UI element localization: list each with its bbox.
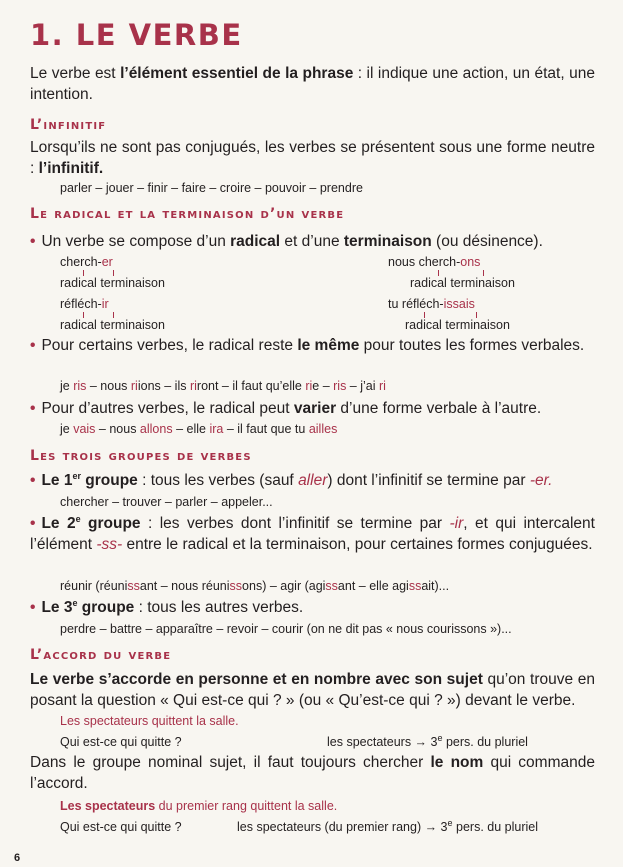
ex-text: ant – elle agi (337, 579, 409, 593)
answer-text: pers. du pluriel (452, 820, 538, 834)
ex-infix: ss (229, 579, 243, 593)
groupe-1-examples: chercher – trouver – parler – appeler... (60, 495, 273, 509)
ex-radical: vais (73, 422, 96, 436)
ex-text: ait)... (421, 579, 450, 593)
answer-sup: e (437, 732, 443, 743)
accord-example-2 (60, 798, 600, 815)
radical-text-2: et d’une (280, 233, 344, 250)
ex-radical: ris (333, 379, 347, 393)
infinitif-text: Lorsqu’ils ne sont pas conjugués, les verbes se présentent sous une forme neutre : (30, 139, 595, 177)
groupe-1 (30, 470, 595, 491)
groupe-label: groupe (80, 472, 138, 489)
decomp-ending: ir (101, 297, 109, 311)
decomp-labels (405, 318, 510, 333)
label-terminaison: terminaison (450, 276, 515, 290)
answer-text: les spectateurs → 3 (327, 735, 438, 749)
decomp-pronoun: nous (388, 255, 419, 269)
infinitif-examples: parler – jouer – finir – faire – croire – pouvoir – prendre (60, 181, 363, 195)
accord-bold: le nom (430, 754, 484, 771)
infinitif-bold: l’infinitif. (38, 160, 104, 177)
groupe-3 (30, 597, 595, 618)
accord-question-1: Qui est-ce qui quitte ? (60, 735, 182, 749)
decomp-stem: réfléch- (401, 297, 444, 311)
label-terminaison: terminaison (445, 318, 510, 332)
radical-text-3: (ou désinence). (431, 233, 543, 250)
label-radical: radical (410, 276, 447, 290)
radical-bullet-3 (30, 398, 595, 419)
terminaison-bold: terminaison (343, 233, 432, 250)
groupe-text: ) dont l’infinitif se termine par (327, 472, 530, 489)
radical-same-bold: le même (297, 337, 360, 354)
page-title: 1. LE VERBE (30, 18, 243, 52)
accord-answer-2 (237, 817, 538, 835)
ex-text: ront – il faut qu’elle (196, 379, 306, 393)
groupe-2-examples (60, 578, 600, 595)
radical-vary-text-2: d’une forme verbale à l’autre. (336, 400, 542, 417)
radical-bold: radical (230, 233, 281, 250)
decomp-reflechissais (388, 297, 475, 312)
accord-text: qui commande l’accord. (30, 754, 595, 792)
accord-example-1 (60, 713, 600, 730)
groupe-italic: -ir (449, 515, 464, 532)
ex-radical: ri (378, 379, 386, 393)
groupe-text: entre le radical et la terminaison, pour certaines formes conjuguées. (122, 536, 593, 553)
label-terminaison: terminaison (100, 318, 165, 332)
groupe-italic: aller (298, 472, 328, 489)
ex-radical: ira (209, 422, 224, 436)
ex-text: – il faut que tu (223, 422, 309, 436)
radical-text: Un verbe se compose d’un (41, 233, 231, 250)
ex-text: e – (312, 379, 334, 393)
groupe-italic: -ss- (96, 536, 123, 553)
intro-text-end: : il indique une action, un état, une intention. (30, 65, 595, 103)
ex-radical: ailles (308, 422, 338, 436)
ex-radical: allons (139, 422, 173, 436)
groupe-sup: e (72, 597, 78, 608)
ex-infix: ss (325, 579, 338, 593)
label-radical: radical (60, 276, 97, 290)
radical-bullet-2 (30, 335, 595, 356)
decomp-reflechir (60, 297, 109, 312)
radical-same-text-2: pour toutes les formes verbales. (359, 337, 585, 354)
radical-vary-text: Pour d’autres verbes, le radical peut (41, 400, 294, 417)
groupe-label: groupe (80, 515, 141, 532)
accord-bold: Le verbe s’accorde en personne et en nombre avec son sujet (30, 671, 483, 688)
ex-text: – nous (86, 379, 131, 393)
page-number: 6 (14, 852, 21, 864)
ex-subject: Les spectateurs (60, 799, 156, 813)
ex-sentence: quittent la salle. (148, 714, 239, 728)
answer-sup: e (447, 817, 453, 828)
ex-infix: ss (127, 579, 140, 593)
ex-text: ions – ils (137, 379, 190, 393)
bullet-icon: • (30, 233, 36, 250)
groupe-3-examples: perdre – battre – apparaître – revoir – courir (on ne dit pas « nous courissons »)... (60, 622, 512, 636)
groupe-label: groupe (77, 599, 135, 616)
decomp-ending: issais (443, 297, 475, 311)
ex-text: – elle (172, 422, 210, 436)
decomp-labels (410, 276, 515, 291)
accord-text: qu’on trouve en posant la question « Qui est-ce qui ? » (ou « Qu’est-ce qui ? ») devant le verbe. (30, 671, 595, 709)
heading-groupes: Les trois groupes de verbes (30, 448, 252, 464)
heading-radical: Le radical et la terminaison d’un verbe (30, 206, 345, 222)
ex-infix: ss (408, 579, 422, 593)
decomp-ending: ons (460, 255, 481, 269)
groupe-label: Le 3 (41, 599, 73, 616)
groupe-2 (30, 513, 595, 555)
accord-paragraph (30, 669, 595, 711)
accord-paragraph-2 (30, 752, 595, 794)
groupe-label: Le 2 (41, 515, 76, 532)
radical-bullet-1 (30, 231, 595, 252)
accord-answer-1 (327, 732, 528, 750)
answer-text: pers. du pluriel (442, 735, 528, 749)
ex-subject: Les spectateurs (60, 714, 149, 728)
label-terminaison: terminaison (100, 276, 165, 290)
decomp-ending: er (101, 255, 113, 269)
heading-infinitif: L’infinitif (30, 117, 107, 133)
decomp-pronoun: tu (388, 297, 402, 311)
groupe-text: , et qui intercalent l’élément (30, 515, 595, 553)
groupe-text: : les verbes dont l’infinitif se termine par (140, 515, 450, 532)
decomp-stem: réfléch- (60, 297, 102, 311)
label-radical: radical (405, 318, 442, 332)
intro-paragraph (30, 63, 595, 105)
radical-vary-bold: varier (293, 400, 337, 417)
ex-radical: ri (130, 379, 138, 393)
bullet-icon: • (30, 515, 36, 532)
decomp-chercher (60, 255, 113, 270)
ex-radical: ris (73, 379, 87, 393)
answer-text: les spectateurs (du premier rang) → 3 (237, 820, 448, 834)
groupe-label: Le 1 (41, 472, 73, 489)
ex-text: je (60, 379, 74, 393)
bullet-icon: • (30, 599, 36, 616)
heading-accord: L’accord du verbe (30, 647, 172, 663)
accord-text: Dans le groupe nominal sujet, il faut toujours chercher (30, 754, 431, 771)
decomp-stem: cherch- (60, 255, 102, 269)
groupe-text: : tous les autres verbes. (134, 599, 304, 616)
decomp-labels (60, 276, 165, 291)
bullet-icon: • (30, 400, 36, 417)
infinitif-paragraph (30, 137, 595, 179)
groupe-text: : tous les verbes (sauf (137, 472, 299, 489)
ex-sentence: quittent la salle. (246, 799, 338, 813)
bullet-icon: • (30, 337, 36, 354)
ex-text: réunir (réuni (60, 579, 128, 593)
groupe-sup: e (75, 513, 81, 524)
groupe-italic: -er. (529, 472, 553, 489)
ex-text: – j’ai (346, 379, 379, 393)
bullet-icon: • (30, 472, 36, 489)
ex-text: ant – nous réuni (139, 579, 230, 593)
ex-text: je (60, 422, 74, 436)
decomp-labels (60, 318, 165, 333)
radical-same-text: Pour certains verbes, le radical reste (41, 337, 298, 354)
label-radical: radical (60, 318, 97, 332)
intro-bold: l’élément essentiel de la phrase (120, 65, 354, 82)
aller-examples (60, 421, 600, 438)
ex-radical: ri (305, 379, 313, 393)
ex-text: ons) – agir (agi (242, 579, 326, 593)
rire-examples (60, 378, 600, 395)
ex-radical: ri (189, 379, 197, 393)
ex-complement: du premier rang (155, 799, 247, 813)
groupe-sup: er (72, 470, 81, 481)
decomp-cherchons (388, 255, 480, 270)
intro-text: Le verbe est (30, 65, 121, 82)
accord-question-2: Qui est-ce qui quitte ? (60, 820, 182, 834)
decomp-stem: cherch- (418, 255, 461, 269)
ex-text: – nous (95, 422, 140, 436)
